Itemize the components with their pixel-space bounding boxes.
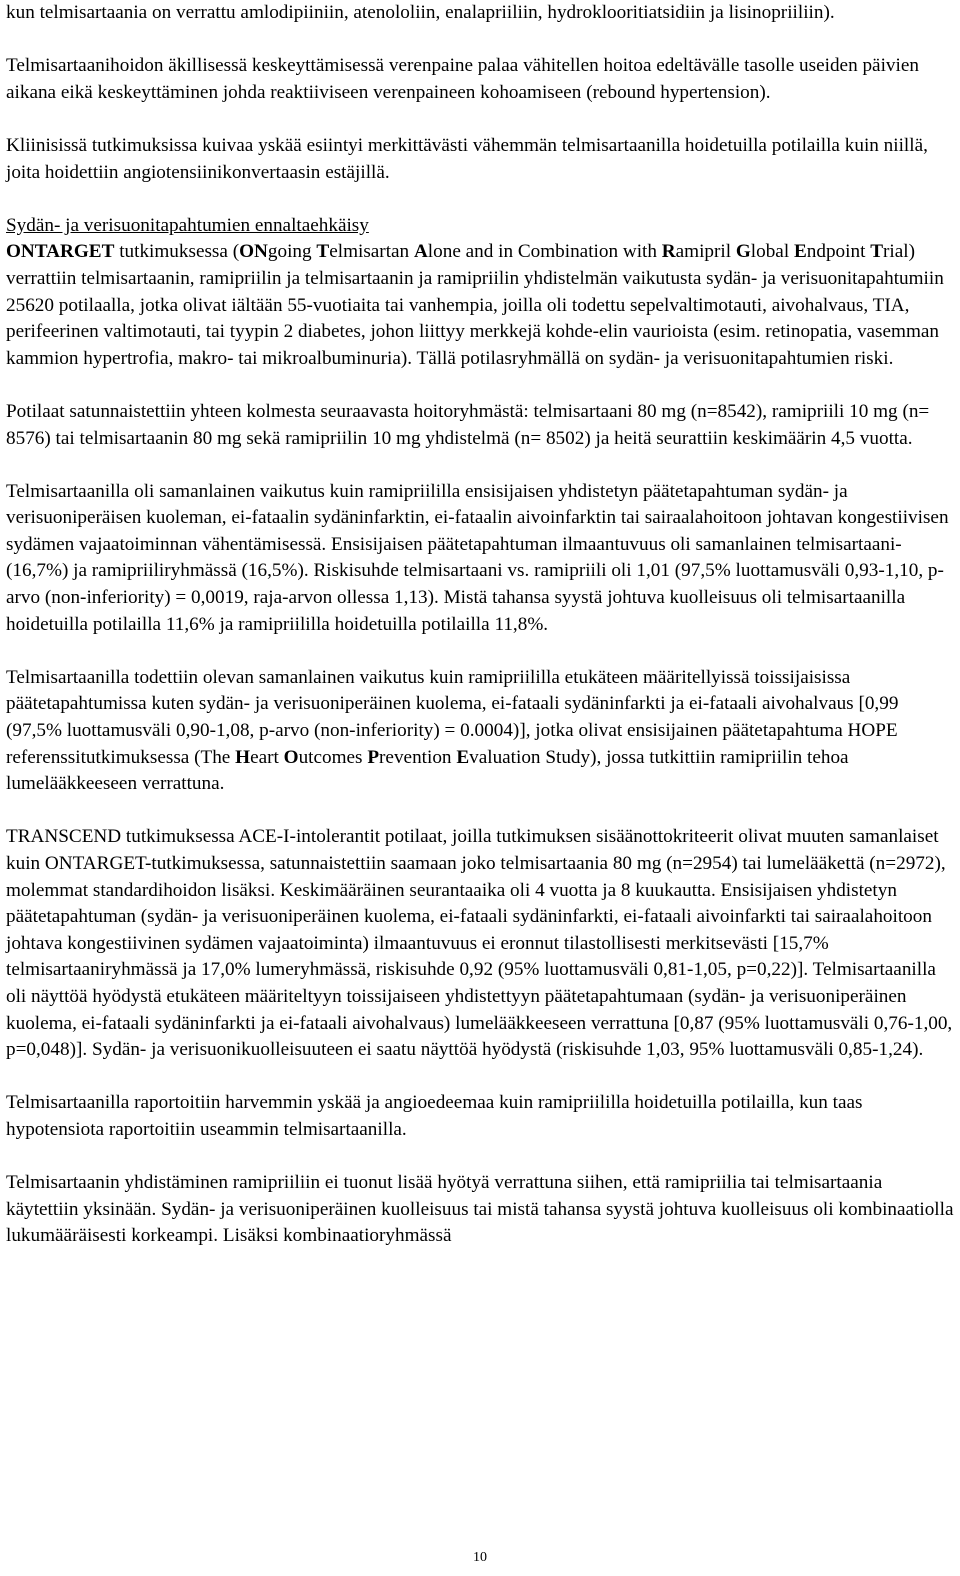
- acronym-letter: ON: [239, 241, 268, 263]
- acronym-rest: elmisartan: [329, 241, 414, 263]
- document-page: [6, 0, 954, 1277]
- acronym-rest: amipril: [675, 241, 736, 263]
- paragraph-primary-endpoint: Telmisartaanilla oli samanlainen vaikutus kuin ramipriililla ensisijaisen yhdistetyn päätetapahtuman sydän- ja verisuoniperäisen kuoleman, ei-fataalin sydäninfarktin, ei-fataalin aivoinfarktin tai sairaalahoitoon johtavan kongestiivisen sydämen vajaatoiminnan vähentämisessä. Ensisijaisen päätetapahtuman ilmaantuvuus oli samanlainen telmisartaani- (16,7%) ja ramipriiliryhmässä (16,5%). Riskisuhde telmisartaani vs. ramipriili oli 1,01 (97,5% luottamusväli 0,93-1,10, p-arvo (non-inferiority) = 0,0019, raja-arvon ollessa 1,13). Mistä tahansa syystä johtuva kuolleisuus oli telmisartaanilla hoidetuilla potilailla 11,6% ja ramipriililla hoidetuilla potilailla 11,8%.: [6, 480, 949, 635]
- ontarget-text: verrattiin telmisartaanin, ramipriilin ja telmisartaanin ja ramipriilin yhdistelmän vaikutusta sydän- ja verisuonitapahtumiin 25620 potilaalla, jotka olivat iältään 55-vuotiaita tai vanhempia, joilla oli todettu sepelvaltimotauti, aivohalvaus, TIA, perifeerinen valtimotauti, tai tyypin 2 diabetes, johon liittyy merkkejä kohde-elin vaurioista (esim. retinopatia, vasemman kammion hypertrofia, makro- tai mikroalbuminuria). Tällä potilasryhmällä on sydän- ja verisuonitapahtumien riski.: [6, 267, 944, 369]
- acronym-letter: O: [283, 746, 299, 768]
- section-cv-prevention: [6, 213, 954, 373]
- acronym-rest: lobal: [750, 241, 794, 263]
- acronym-rest: ndpoint: [806, 241, 871, 263]
- acronym-letter: P: [367, 746, 380, 768]
- acronym-rest: revention: [379, 746, 457, 768]
- section-heading: Sydän- ja verisuonitapahtumien ennaltaehkäisy: [6, 214, 369, 236]
- paragraph-secondary-endpoint: [6, 665, 954, 798]
- hope-text: , jossa tutkittiin ramipriilin tehoa lumelääkkeeseen verrattuna.: [6, 746, 849, 795]
- paragraph-cough: Kliinisissä tutkimuksissa kuivaa yskää esiintyi merkittävästi vähemmän telmisartaanilla hoidetuilla potilailla kuin niillä, joita hoidettiin angiotensiinikonvertaasin estäjillä.: [6, 134, 928, 183]
- acronym-letter: T: [316, 241, 330, 263]
- acronym-rest: rial): [883, 241, 915, 263]
- acronym-letter: E: [456, 746, 470, 768]
- paragraph-discontinuation: Telmisartaanihoidon äkillisessä keskeyttämisessä verenpaine palaa vähitellen hoitoa edeltävälle tasolle useiden päivien aikana eikä keskeyttäminen johda reaktiiviseen verenpaineen kohoamiseen (rebound hypertension).: [6, 55, 919, 103]
- page-number: 10: [473, 1550, 487, 1565]
- acronym-letter: R: [661, 241, 676, 263]
- paragraph-comparators: kun telmisartaania on verrattu amlodipiiniin, atenololiin, enalapriiliin, hydroklooritiatsidiin ja lisinopriiliin).: [6, 2, 835, 23]
- ontarget-text: tutkimuksessa (: [114, 241, 240, 263]
- acronym-rest: lone and in Combination with: [427, 241, 662, 263]
- paragraph-combination: Telmisartaanin yhdistäminen ramipriiliin ei tuonut lisää hyötyä verrattuna siihen, että ramipriilia tai telmisartaania käytettiin yksinään. Sydän- ja verisuoniperäinen kuolleisuus tai mistä tahansa syystä johtuva kuolleisuus oli kombinaatiolla lukumääräisesti korkeampi. Lisäksi kombinaatioryhmässä: [6, 1172, 954, 1247]
- acronym-rest: eart: [250, 746, 284, 768]
- acronym-rest: going: [267, 241, 317, 263]
- acronym-letter: T: [870, 241, 884, 263]
- paragraph-randomisation: Potilaat satunnaistettiin yhteen kolmesta seuraavasta hoitoryhmästä: telmisartaani 80 mg (n=8542), ramipriili 10 mg (n= 8576) tai telmisartaanin 80 mg sekä ramipriilin 10 mg yhdistelmä (n= 8502) ja heitä seurattiin keskimäärin 4,5 vuotta.: [6, 400, 930, 449]
- acronym-rest: valuation Study): [469, 746, 597, 768]
- acronym-rest: utcomes: [298, 746, 368, 768]
- ontarget-name: ONTARGET: [6, 241, 115, 263]
- acronym-letter: A: [413, 241, 428, 263]
- paragraph-adverse-events: Telmisartaanilla raportoitiin harvemmin yskää ja angioedeemaa kuin ramipriililla hoidetuilla potilailla, kun taas hypotensiota raportoitiin useammin telmisartaanilla.: [6, 1092, 863, 1140]
- acronym-letter: G: [735, 241, 751, 263]
- acronym-letter: E: [793, 241, 807, 263]
- acronym-letter: H: [235, 746, 251, 768]
- hope-text: Telmisartaanilla todettiin olevan samanlainen vaikutus kuin ramipriililla etukäteen määritellyissä toissijaisissa päätetapahtumissa kuten sydän- ja verisuoniperäinen kuolema, ei-fataali sydäninfarkti ja ei-fataali aivohalvaus [0,99 (97,5% luottamusväli 0,90-1,08, p-arvo (non-inferiority) = 0.0004)], jotka olivat ensisijainen päätetapahtuma HOPE referenssitutkimuksessa (The: [6, 666, 899, 768]
- paragraph-ontarget: [6, 239, 954, 372]
- paragraph-transcend: TRANSCEND tutkimuksessa ACE-I-intolerantit potilaat, joilla tutkimuksen sisäänottokriteerit olivat muuten samanlaiset kuin ONTARGET-tutkimuksessa, satunnaistettiin saamaan joko telmisartaania 80 mg (n=2954) tai lumelääkettä (n=2972), molemmat standardihoidon lisäksi. Keskimääräinen seurantaaika oli 4 vuotta ja 8 kuukautta. Ensisijaisen yhdistetyn päätetapahtuman (sydän- ja verisuoniperäinen kuolema, ei-fataali sydäninfarkti, ei-fataali aivoinfarkti tai sairaalahoitoon johtava kongestiivinen sydämen vajaatoiminta) ilmaantuvuus ei eronnut tilastollisesti merkitsevästi [15,7% telmisartaaniryhmässä ja 17,0% lumeryhmässä, riskisuhde 0,92 (95% luottamusväli 0,81-1,05, p=0,22)]. Telmisartaanilla oli näyttöä hyödystä etukäteen määriteltyyn toissijaiseen yhdistettyyn päätetapahtumaan (sydän- ja verisuoniperäinen kuolema, ei-fataali sydäninfarkti ja ei-fataali aivohalvaus) lumelääkkeeseen verrattuna [0,87 (95% luottamusväli 0,76-1,00, p=0,048)]. Sydän- ja verisuonikuolleisuuteen ei saatu näyttöä hyödystä (riskisuhde 1,03, 95% luottamusväli 0,85-1,24).: [6, 826, 953, 1061]
